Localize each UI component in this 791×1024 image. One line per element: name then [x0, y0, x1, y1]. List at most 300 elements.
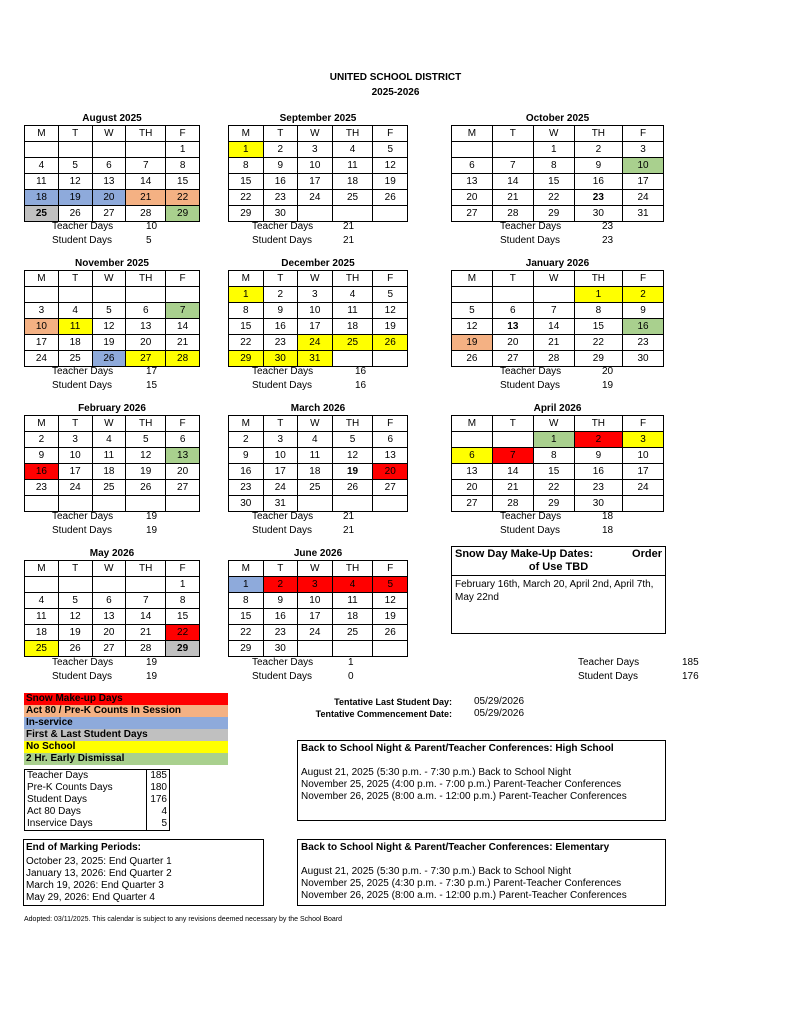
- day-cell: 11: [58, 319, 92, 335]
- district-title: UNITED SCHOOL DISTRICT: [329, 72, 462, 83]
- day-cell: 24: [25, 351, 59, 367]
- month-grid: [24, 270, 200, 367]
- day-cell: 19: [373, 609, 408, 625]
- week-row: [452, 158, 664, 174]
- teacher-days-label: Teacher Days: [52, 511, 114, 522]
- day-cell: [58, 287, 92, 303]
- day-cell: 5: [452, 303, 493, 319]
- day-cell: [25, 577, 59, 593]
- day-cell: 10: [25, 319, 59, 335]
- day-cell: 29: [229, 351, 264, 367]
- month-calendar: [228, 258, 408, 367]
- day-cell: 25: [332, 190, 373, 206]
- week-row: [25, 319, 200, 335]
- month-day-counts: [252, 365, 392, 393]
- month-name: August 2025: [82, 113, 142, 124]
- day-cell: 28: [533, 351, 574, 367]
- week-row: [452, 448, 664, 464]
- day-cell: 5: [373, 142, 408, 158]
- day-cell: 27: [452, 206, 493, 222]
- week-row: [25, 464, 200, 480]
- teacher-days-label: Teacher Days: [252, 657, 314, 668]
- weekday-header: F: [166, 416, 200, 432]
- week-row: [25, 625, 200, 641]
- week-row: [229, 464, 408, 480]
- week-row: [229, 609, 408, 625]
- day-cell: 14: [126, 609, 166, 625]
- month-day-counts: [52, 510, 192, 538]
- day-cell: 12: [373, 303, 408, 319]
- day-cell: 22: [533, 190, 574, 206]
- day-cell: 23: [229, 480, 264, 496]
- teacher-days-label: Teacher Days: [52, 221, 114, 232]
- weekday-header: TH: [574, 416, 622, 432]
- weekday-header: TH: [332, 561, 373, 577]
- day-cell: 29: [533, 496, 574, 512]
- day-cell: 24: [298, 190, 333, 206]
- week-row: [229, 480, 408, 496]
- day-cell: [332, 641, 373, 657]
- day-cell: 15: [166, 174, 200, 190]
- summary-value: 180: [150, 782, 167, 793]
- month-grid: [24, 415, 200, 512]
- weekday-header: F: [373, 416, 408, 432]
- summary-row: [25, 818, 169, 830]
- high-school-title: Back to School Night & Parent/Teacher Conferences: High School: [301, 743, 614, 754]
- weekday-header: F: [623, 416, 664, 432]
- weekday-header: W: [298, 561, 333, 577]
- day-cell: 29: [533, 206, 574, 222]
- week-row: [229, 448, 408, 464]
- weekday-header: T: [492, 416, 533, 432]
- day-cell: 29: [574, 351, 622, 367]
- day-cell: 6: [92, 593, 126, 609]
- day-cell: 21: [126, 625, 166, 641]
- teacher-days-value: 19: [146, 511, 158, 522]
- weekday-header: T: [263, 126, 298, 142]
- legend-item: In-service: [24, 717, 228, 729]
- day-cell: 3: [25, 303, 59, 319]
- month-grid: [451, 125, 664, 222]
- teacher-days-value: 1: [348, 657, 354, 668]
- commencement-label: Tentative Commencement Date:: [315, 709, 452, 719]
- weekday-header: M: [452, 126, 493, 142]
- year-total-counts: [578, 656, 708, 684]
- weekday-header: TH: [126, 126, 166, 142]
- day-cell: 2: [574, 432, 622, 448]
- day-cell: 26: [126, 480, 166, 496]
- day-cell: 3: [623, 432, 664, 448]
- day-cell: 10: [623, 448, 664, 464]
- teacher-days-label: Teacher Days: [500, 366, 562, 377]
- day-cell: 3: [298, 142, 333, 158]
- day-cell: 3: [263, 432, 298, 448]
- week-row: [25, 303, 200, 319]
- day-cell: 4: [332, 577, 373, 593]
- weekday-header: TH: [332, 271, 373, 287]
- week-row: [229, 625, 408, 641]
- day-cell: 4: [298, 432, 333, 448]
- day-cell: 15: [574, 319, 622, 335]
- day-cell: 16: [25, 464, 59, 480]
- snow-day-text: February 16th, March 20, April 2nd, April 7th, May 22nd: [455, 579, 654, 603]
- legend-item: No School: [24, 741, 228, 753]
- day-cell: 26: [373, 625, 408, 641]
- day-cell: 22: [229, 625, 264, 641]
- day-cell: [58, 577, 92, 593]
- day-cell: 5: [58, 158, 92, 174]
- summary-value: 5: [161, 818, 167, 829]
- day-cell: 30: [574, 496, 622, 512]
- legend-item: First & Last Student Days: [24, 729, 228, 741]
- student-days-value: 21: [343, 235, 355, 246]
- day-cell: 25: [298, 480, 333, 496]
- day-cell: 6: [452, 158, 493, 174]
- elementary-box: [297, 839, 666, 906]
- month-name: January 2026: [525, 258, 590, 269]
- summary-row: [25, 794, 169, 806]
- day-cell: 15: [166, 609, 200, 625]
- day-cell: [25, 287, 59, 303]
- day-cell: 26: [373, 335, 408, 351]
- week-row: [452, 480, 664, 496]
- day-cell: 7: [126, 158, 166, 174]
- month-calendar: [24, 548, 200, 657]
- day-cell: 6: [166, 432, 200, 448]
- day-cell: 6: [126, 303, 166, 319]
- day-cell: 1: [533, 142, 574, 158]
- day-cell: [533, 287, 574, 303]
- day-cell: 9: [574, 448, 622, 464]
- student-days-label: Student Days: [252, 525, 313, 536]
- high-school-box: [297, 740, 666, 821]
- day-cell: 12: [332, 448, 373, 464]
- day-cell: 23: [263, 335, 298, 351]
- day-cell: 27: [373, 480, 408, 496]
- student-days-label: Student Days: [52, 671, 113, 682]
- teacher-days-label: Teacher Days: [252, 366, 314, 377]
- weekday-header: W: [298, 126, 333, 142]
- month-name: September 2025: [279, 113, 357, 124]
- day-cell: 13: [166, 448, 200, 464]
- summary-row: [25, 782, 169, 794]
- day-cell: 6: [452, 448, 493, 464]
- day-cell: 2: [229, 432, 264, 448]
- day-cell: 10: [623, 158, 664, 174]
- day-cell: 7: [533, 303, 574, 319]
- day-cell: 21: [126, 190, 166, 206]
- weekday-header: T: [58, 561, 92, 577]
- day-cell: 16: [229, 464, 264, 480]
- weekday-header: W: [533, 126, 574, 142]
- day-cell: 8: [229, 593, 264, 609]
- week-row: [452, 174, 664, 190]
- weekday-header: TH: [332, 416, 373, 432]
- day-cell: 22: [166, 190, 200, 206]
- day-cell: 30: [263, 351, 298, 367]
- month-grid: [451, 270, 664, 367]
- day-cell: 7: [126, 593, 166, 609]
- day-cell: 4: [25, 158, 59, 174]
- summary-value: 176: [150, 794, 167, 805]
- day-cell: 18: [298, 464, 333, 480]
- day-cell: 19: [58, 625, 92, 641]
- student-days-value: 19: [146, 671, 158, 682]
- week-row: [452, 142, 664, 158]
- weekday-header: T: [58, 126, 92, 142]
- day-cell: 8: [229, 158, 264, 174]
- day-cell: 18: [332, 609, 373, 625]
- student-days-label: Student Days: [252, 380, 313, 391]
- elementary-event: November 25, 2025 (4:30 p.m. - 7:30 p.m.) Parent-Teacher Conferences: [301, 878, 622, 889]
- day-cell: 7: [492, 448, 533, 464]
- day-cell: 1: [533, 432, 574, 448]
- day-cell: 5: [92, 303, 126, 319]
- day-cell: 25: [25, 206, 59, 222]
- day-cell: 26: [58, 206, 92, 222]
- day-cell: 8: [166, 593, 200, 609]
- summary-row: [25, 806, 169, 818]
- snow-day-title-2: of Use TBD: [452, 561, 665, 576]
- day-cell: 16: [574, 464, 622, 480]
- weekday-header: T: [492, 126, 533, 142]
- day-cell: 17: [298, 319, 333, 335]
- legend-item: 2 Hr. Early Dismissal: [24, 753, 228, 765]
- commencement-value: 05/29/2026: [474, 708, 525, 719]
- day-cell: 20: [452, 480, 493, 496]
- day-cell: 6: [92, 158, 126, 174]
- month-day-counts: [252, 220, 392, 248]
- day-cell: 8: [229, 303, 264, 319]
- week-row: [229, 335, 408, 351]
- day-cell: 2: [25, 432, 59, 448]
- day-cell: 28: [166, 351, 200, 367]
- day-cell: 21: [166, 335, 200, 351]
- month-grid: [24, 125, 200, 222]
- legend-item: Snow Make-up Days: [24, 693, 228, 705]
- weekday-header: W: [298, 416, 333, 432]
- day-cell: 25: [332, 625, 373, 641]
- day-cell: [126, 142, 166, 158]
- week-row: [25, 432, 200, 448]
- day-cell: 4: [92, 432, 126, 448]
- day-cell: 23: [574, 480, 622, 496]
- day-cell: 16: [263, 319, 298, 335]
- week-row: [452, 303, 664, 319]
- day-cell: 28: [492, 496, 533, 512]
- day-cell: 8: [574, 303, 622, 319]
- day-cell: 27: [92, 641, 126, 657]
- day-cell: 22: [229, 335, 264, 351]
- day-cell: 23: [574, 190, 622, 206]
- teacher-days-label: Teacher Days: [52, 366, 114, 377]
- day-cell: 12: [452, 319, 493, 335]
- week-row: [452, 190, 664, 206]
- day-cell: 12: [58, 609, 92, 625]
- day-cell: 9: [263, 593, 298, 609]
- student-days-value: 19: [602, 380, 614, 391]
- day-cell: 1: [229, 142, 264, 158]
- weekday-header: M: [25, 271, 59, 287]
- day-cell: 17: [298, 174, 333, 190]
- weekday-header: T: [263, 416, 298, 432]
- day-cell: 16: [623, 319, 664, 335]
- day-cell: 1: [166, 577, 200, 593]
- weekday-header: F: [166, 126, 200, 142]
- day-cell: 24: [623, 480, 664, 496]
- day-cell: 1: [574, 287, 622, 303]
- day-cell: 13: [452, 174, 493, 190]
- teacher-days-value: 18: [602, 511, 614, 522]
- weekday-header: T: [58, 271, 92, 287]
- month-calendar: [24, 258, 200, 367]
- elementary-event: August 21, 2025 (5:30 p.m. - 7:30 p.m.) Back to School Night: [301, 866, 572, 877]
- day-cell: 24: [623, 190, 664, 206]
- student-days-value: 15: [146, 380, 158, 391]
- day-cell: 24: [58, 480, 92, 496]
- total-student-days-label: Student Days: [578, 671, 639, 682]
- day-cell: 6: [373, 432, 408, 448]
- day-cell: 19: [373, 319, 408, 335]
- day-cell: 20: [126, 335, 166, 351]
- month-calendar: [451, 258, 664, 367]
- week-row: [229, 303, 408, 319]
- teacher-days-value: 17: [146, 366, 158, 377]
- marking-title: End of Marking Periods:: [26, 842, 142, 853]
- week-row: [229, 174, 408, 190]
- day-cell: 8: [533, 158, 574, 174]
- day-cell: 18: [332, 319, 373, 335]
- day-cell: [126, 287, 166, 303]
- student-days-label: Student Days: [52, 235, 113, 246]
- day-cell: 11: [332, 303, 373, 319]
- month-grid: [451, 415, 664, 512]
- weekday-header: M: [229, 126, 264, 142]
- day-cell: 27: [166, 480, 200, 496]
- student-days-value: 23: [602, 235, 614, 246]
- day-cell: 19: [58, 190, 92, 206]
- day-cell: 9: [623, 303, 664, 319]
- weekday-header: W: [92, 271, 126, 287]
- day-cell: 30: [574, 206, 622, 222]
- week-row: [229, 577, 408, 593]
- day-cell: 10: [58, 448, 92, 464]
- day-cell: 16: [263, 609, 298, 625]
- day-cell: 19: [92, 335, 126, 351]
- day-cell: 6: [492, 303, 533, 319]
- day-cell: 4: [332, 142, 373, 158]
- weekday-header: M: [229, 416, 264, 432]
- week-row: [25, 577, 200, 593]
- marking-periods-box: [23, 839, 264, 906]
- week-row: [229, 432, 408, 448]
- week-row: [25, 593, 200, 609]
- day-cell: 17: [25, 335, 59, 351]
- day-cell: 30: [623, 351, 664, 367]
- day-cell: 23: [623, 335, 664, 351]
- day-cell: 22: [229, 190, 264, 206]
- marking-period-line: March 19, 2026: End Quarter 3: [26, 880, 164, 891]
- weekday-header: F: [166, 561, 200, 577]
- month-grid: [228, 560, 408, 657]
- day-cell: 25: [25, 641, 59, 657]
- month-name: June 2026: [293, 548, 343, 559]
- day-cell: 11: [332, 593, 373, 609]
- weekday-header: F: [373, 271, 408, 287]
- month-day-counts: [52, 365, 192, 393]
- day-cell: 4: [58, 303, 92, 319]
- day-cell: 20: [92, 190, 126, 206]
- day-cell: 16: [574, 174, 622, 190]
- high-school-event: November 26, 2025 (8:00 a.m. - 12:00 p.m.) Parent-Teacher Conferences: [301, 791, 627, 802]
- day-cell: 31: [263, 496, 298, 512]
- student-days-value: 0: [348, 671, 354, 682]
- day-cell: 11: [25, 174, 59, 190]
- student-days-label: Student Days: [500, 380, 561, 391]
- day-cell: 27: [452, 496, 493, 512]
- day-cell: 28: [126, 206, 166, 222]
- day-cell: 20: [452, 190, 493, 206]
- day-cell: 10: [298, 303, 333, 319]
- total-student-days-value: 176: [682, 671, 699, 682]
- teacher-days-value: 19: [146, 657, 158, 668]
- day-cell: 9: [25, 448, 59, 464]
- student-days-label: Student Days: [252, 671, 313, 682]
- student-days-label: Student Days: [500, 525, 561, 536]
- day-cell: 29: [166, 641, 200, 657]
- day-cell: 15: [229, 174, 264, 190]
- day-cell: [92, 142, 126, 158]
- summary-value: 4: [161, 806, 167, 817]
- weekday-header: W: [92, 416, 126, 432]
- day-cell: 12: [126, 448, 166, 464]
- day-cell: 29: [229, 641, 264, 657]
- week-row: [452, 464, 664, 480]
- day-cell: 29: [229, 206, 264, 222]
- day-cell: 9: [574, 158, 622, 174]
- day-cell: 17: [623, 464, 664, 480]
- month-day-counts: [252, 510, 392, 538]
- month-grid: [24, 560, 200, 657]
- week-row: [25, 335, 200, 351]
- month-day-counts: [500, 220, 640, 248]
- day-cell: 14: [126, 174, 166, 190]
- weekday-header: M: [229, 561, 264, 577]
- day-cell: 18: [332, 174, 373, 190]
- summary-label: Teacher Days: [27, 770, 89, 781]
- day-cell: 28: [126, 641, 166, 657]
- snow-day-title: Snow Day Make-Up Dates:: [455, 548, 594, 560]
- week-row: [25, 480, 200, 496]
- student-days-value: 5: [146, 235, 152, 246]
- day-cell: 13: [92, 174, 126, 190]
- day-cell: 21: [492, 480, 533, 496]
- summary-label: Pre-K Counts Days: [27, 782, 113, 793]
- student-days-value: 18: [602, 525, 614, 536]
- day-cell: 18: [92, 464, 126, 480]
- day-cell: 8: [166, 158, 200, 174]
- day-cell: 25: [58, 351, 92, 367]
- legend-item: Act 80 / Pre-K Counts In Session: [24, 705, 228, 717]
- day-cell: 22: [574, 335, 622, 351]
- day-cell: 13: [452, 464, 493, 480]
- day-cell: 31: [623, 206, 664, 222]
- weekday-header: W: [298, 271, 333, 287]
- snow-day-order: Order: [632, 548, 662, 560]
- day-cell: 21: [492, 190, 533, 206]
- elementary-event: November 26, 2025 (8:00 a.m. - 12:00 p.m.) Parent-Teacher Conferences: [301, 890, 627, 901]
- month-day-counts: [500, 510, 640, 538]
